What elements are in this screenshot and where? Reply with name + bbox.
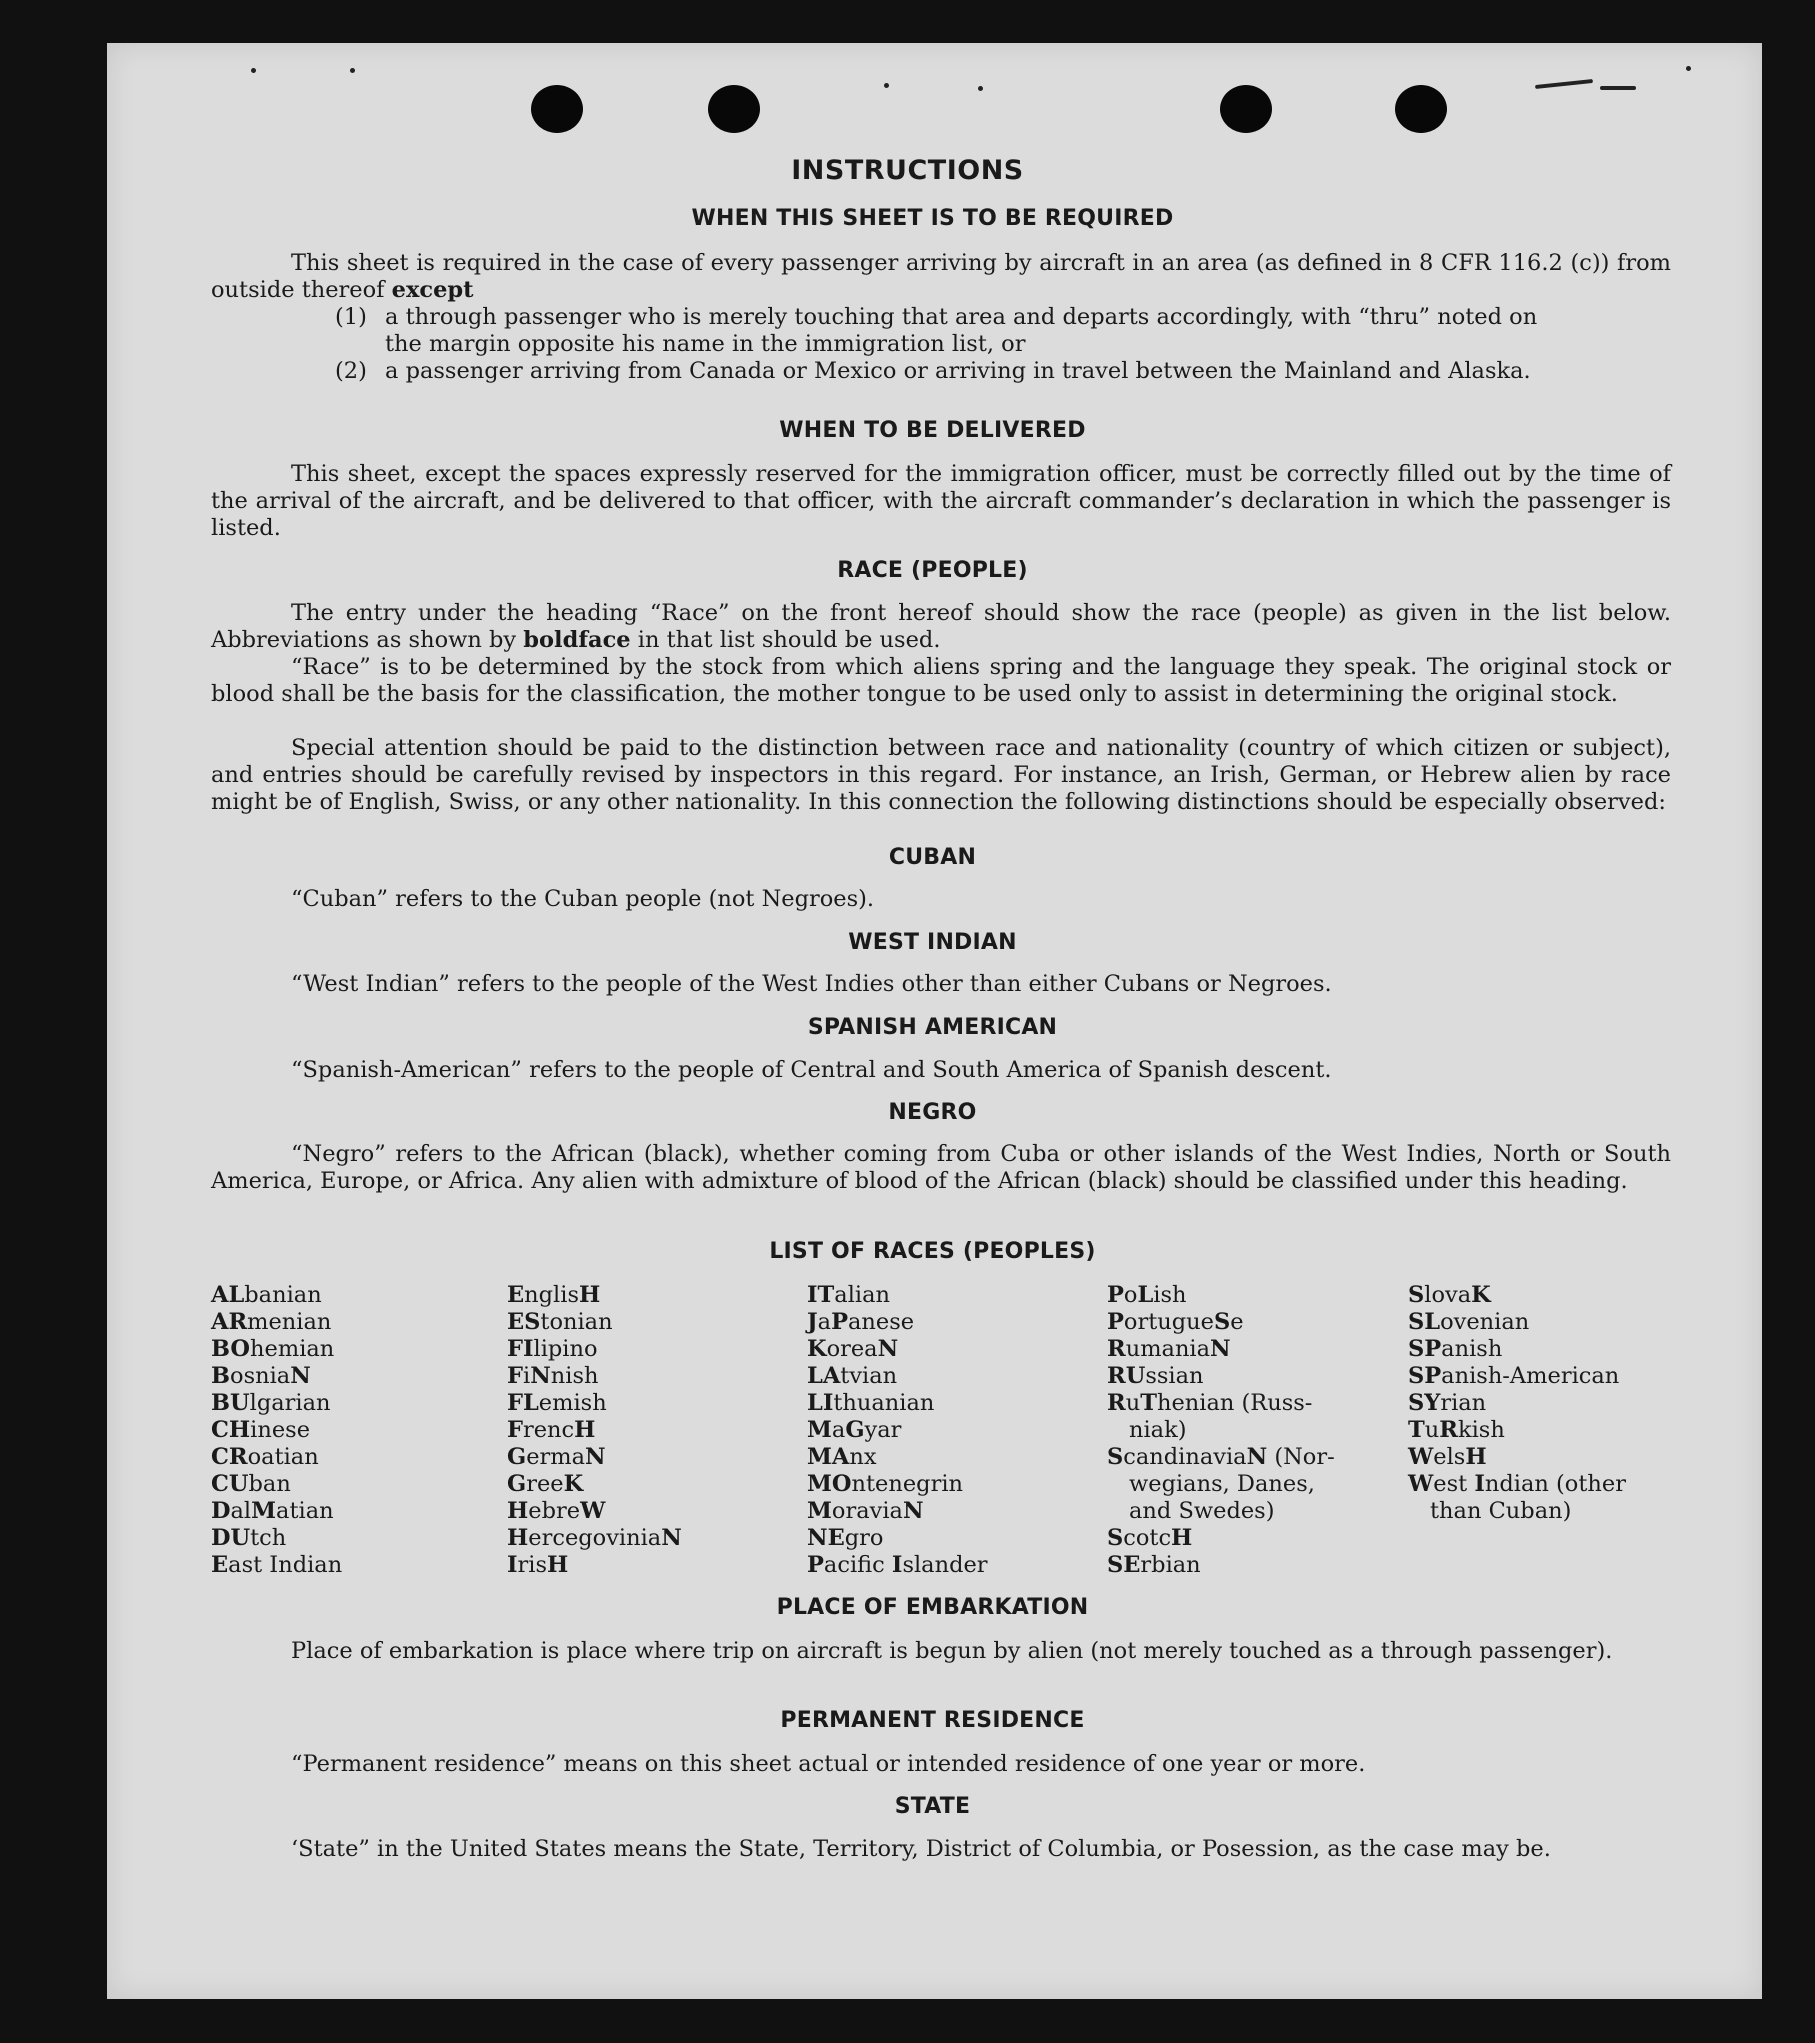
race-entry: EStonian bbox=[507, 1309, 613, 1335]
race-entry: PoLish bbox=[1107, 1282, 1187, 1308]
race-entry: West Indian (other than Cuban) bbox=[1408, 1471, 1626, 1524]
race-entry: CUban bbox=[211, 1471, 291, 1497]
race-column-1 bbox=[211, 1282, 342, 1579]
race-entry: DalMatian bbox=[211, 1498, 334, 1524]
race-entry: FLemish bbox=[507, 1390, 607, 1416]
race-entry: BosniaN bbox=[211, 1363, 311, 1389]
paragraph-west-indian: “West Indian” refers to the people of the West Indies other than either Cubans or Negroes. bbox=[291, 971, 1332, 997]
paragraph-cuban: “Cuban” refers to the Cuban people (not Negroes). bbox=[291, 886, 875, 912]
race-entry: CRoatian bbox=[211, 1444, 319, 1470]
speck bbox=[350, 68, 355, 73]
punch-hole bbox=[531, 85, 583, 133]
heading-negro: NEGRO bbox=[888, 1100, 977, 1125]
list-item-through-passenger: (1) a through passenger who is merely touching that area and departs accordingly, with “thru” noted on the margin opposite his name in the immigration list, or bbox=[335, 304, 1538, 357]
race-entry: East Indian bbox=[211, 1552, 343, 1578]
speck bbox=[884, 83, 889, 88]
race-entry: FrencH bbox=[507, 1417, 596, 1443]
speck bbox=[1686, 66, 1691, 71]
race-entry: PortugueSe bbox=[1107, 1309, 1244, 1335]
race-entry: GermaN bbox=[507, 1444, 606, 1470]
speck bbox=[251, 68, 256, 73]
paragraph-race-2: “Race” is to be determined by the stock from which aliens spring and the language they speak. The original stock or blood shall be the basis for the classification, the mother tongue to be used only to assist in determining the original stock. bbox=[211, 654, 1671, 707]
punch-hole bbox=[1220, 85, 1272, 133]
race-entry: RuThenian (Russ- niak) bbox=[1107, 1390, 1313, 1443]
race-entry: GreeK bbox=[507, 1471, 584, 1497]
race-entry: SYrian bbox=[1408, 1390, 1487, 1416]
race-entry: IrisH bbox=[507, 1552, 569, 1578]
race-entry: EnglisH bbox=[507, 1282, 601, 1308]
heading-cuban: CUBAN bbox=[888, 845, 977, 870]
race-entry: KoreaN bbox=[807, 1336, 899, 1362]
page-title: INSTRUCTIONS bbox=[791, 155, 1024, 186]
race-entry: HebreW bbox=[507, 1498, 606, 1524]
paragraph-negro: “Negro” refers to the African (black), whether coming from Cuba or other islands of the West Indies, North or South America, Europe, or Africa. Any alien with admixture of blood of the African (black) should be classified under this heading. bbox=[211, 1141, 1671, 1194]
race-entry: CHinese bbox=[211, 1417, 311, 1443]
race-entry: ITalian bbox=[807, 1282, 890, 1308]
race-entry: WelsH bbox=[1408, 1444, 1487, 1470]
heading-place-of-embarkation: PLACE OF EMBARKATION bbox=[776, 1595, 1089, 1620]
paragraph-embarkation: Place of embarkation is place where trip on aircraft is begun by alien (not merely touched as a through passenger). bbox=[291, 1638, 1613, 1664]
paragraph-residence: “Permanent residence” means on this sheet actual or intended residence of one year or more. bbox=[291, 1751, 1366, 1777]
race-entry: BOhemian bbox=[211, 1336, 335, 1362]
paragraph-race-1: The entry under the heading “Race” on the front hereof should show the race (people) as given in the list below. Abbreviations as shown by boldface in that list should be used. bbox=[211, 600, 1671, 653]
race-entry: JaPanese bbox=[807, 1309, 915, 1335]
race-entry: LIthuanian bbox=[807, 1390, 935, 1416]
race-entry: MaGyar bbox=[807, 1417, 902, 1443]
race-entry: ScandinaviaN (Nor- wegians, Danes, and Swedes) bbox=[1107, 1444, 1335, 1524]
race-entry: Pacific Islander bbox=[807, 1552, 988, 1578]
heading-west-indian: WEST INDIAN bbox=[848, 930, 1017, 955]
race-entry: SPanish bbox=[1408, 1336, 1503, 1362]
paragraph-spanish-american: “Spanish-American” refers to the people of Central and South America of Spanish descent. bbox=[291, 1057, 1332, 1083]
heading-when-required: WHEN THIS SHEET IS TO BE REQUIRED bbox=[691, 206, 1174, 231]
race-entry: DUtch bbox=[211, 1525, 287, 1551]
race-entry: SLovenian bbox=[1408, 1309, 1530, 1335]
race-entry: RumaniaN bbox=[1107, 1336, 1231, 1362]
speck bbox=[978, 86, 983, 91]
heading-race: RACE (PEOPLE) bbox=[837, 558, 1028, 583]
race-column-3 bbox=[807, 1282, 988, 1579]
race-entry: HercegoviniaN bbox=[507, 1525, 682, 1551]
punch-hole bbox=[708, 85, 760, 133]
race-entry: MAnx bbox=[807, 1444, 877, 1470]
race-column-4 bbox=[1107, 1282, 1335, 1579]
race-column-2 bbox=[507, 1282, 682, 1579]
race-entry: SlovaK bbox=[1408, 1282, 1491, 1308]
race-entry: TuRkish bbox=[1408, 1417, 1505, 1443]
list-item-canada-mexico: (2) a passenger arriving from Canada or Mexico or arriving in travel between the Mainland and Alaska. bbox=[335, 358, 1531, 384]
heading-state: STATE bbox=[894, 1794, 971, 1819]
paragraph-race-3: Special attention should be paid to the distinction between race and nationality (country of which citizen or subject), and entries should be carefully revised by inspectors in this regard. For instance, an Irish, German, or Hebrew alien by race might be of English, Swiss, or any other nationality. In this connection the following distinctions should be especially observed: bbox=[211, 735, 1671, 815]
punch-hole bbox=[1395, 85, 1447, 133]
race-entry: SPanish-American bbox=[1408, 1363, 1620, 1389]
race-entry: ARmenian bbox=[211, 1309, 332, 1335]
pen-mark bbox=[1600, 86, 1636, 90]
race-entry: FiNnish bbox=[507, 1363, 599, 1389]
race-entry: ScotcH bbox=[1107, 1525, 1193, 1551]
race-column-5 bbox=[1408, 1282, 1626, 1525]
heading-permanent-residence: PERMANENT RESIDENCE bbox=[780, 1708, 1085, 1733]
paragraph-when-required: This sheet is required in the case of every passenger arriving by aircraft in an area (as defined in 8 CFR 116.2 (c)) from outside thereof except bbox=[211, 250, 1671, 303]
race-entry: RUssian bbox=[1107, 1363, 1204, 1389]
paragraph-when-delivered: This sheet, except the spaces expressly reserved for the immigration officer, must be correctly filled out by the time of the arrival of the aircraft, and be delivered to that officer, with the aircraft commander’s declaration in which the passenger is listed. bbox=[211, 461, 1671, 541]
race-entry: MoraviaN bbox=[807, 1498, 924, 1524]
race-entry: ALbanian bbox=[211, 1282, 322, 1308]
heading-spanish-american: SPANISH AMERICAN bbox=[807, 1015, 1058, 1040]
race-entry: BUlgarian bbox=[211, 1390, 331, 1416]
heading-list-of-races: LIST OF RACES (PEOPLES) bbox=[769, 1239, 1096, 1264]
race-entry: SErbian bbox=[1107, 1552, 1201, 1578]
heading-when-delivered: WHEN TO BE DELIVERED bbox=[779, 418, 1086, 443]
race-entry: LAtvian bbox=[807, 1363, 898, 1389]
race-entry: NEgro bbox=[807, 1525, 884, 1551]
paragraph-state: ‘State” in the United States means the State, Territory, District of Columbia, or Posession, as the case may be. bbox=[291, 1836, 1551, 1862]
race-entry: MOntenegrin bbox=[807, 1471, 964, 1497]
race-entry: FIlipino bbox=[507, 1336, 598, 1362]
